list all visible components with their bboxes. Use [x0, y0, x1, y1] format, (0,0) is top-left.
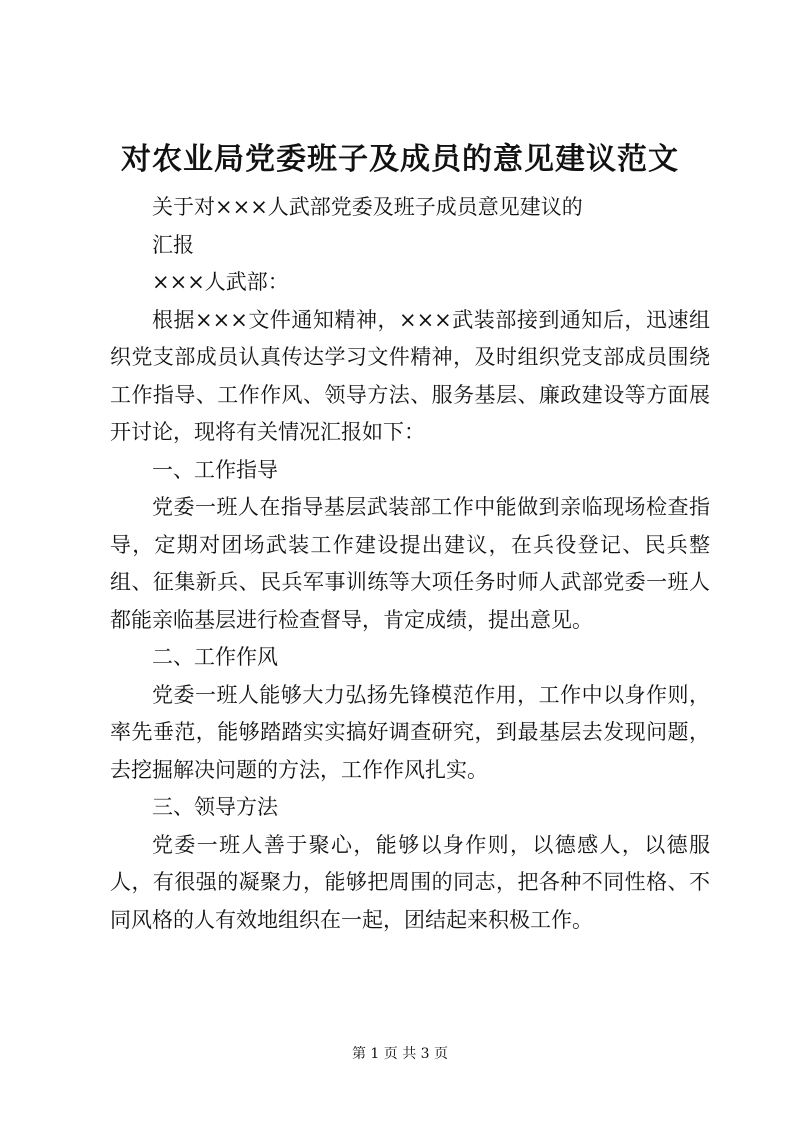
subtitle-line-1: 关于对×××人武部党委及班子成员意见建议的 — [152, 195, 583, 219]
section-heading-3: 三、领导方法 — [152, 795, 278, 819]
section-text-2: 党委一班人能够大力弘扬先锋模范作用，工作中以身作则，率先垂范，能够踏踏实实搞好调查研究，到最基层去发现问题，去挖掘解决问题的方法，工作作风扎实。 — [110, 682, 710, 782]
section-text-3: 党委一班人善于聚心，能够以身作则，以德感人，以德服人，有很强的凝聚力，能够把周围的同志，把各种不同性格、不同风格的人有效地组织在一起，团结起来积极工作。 — [110, 832, 710, 932]
page-footer: 第 1 页 共 3 页 — [351, 1046, 449, 1062]
subtitle-line-2: 汇报 — [152, 232, 194, 257]
section-heading-1: 一、工作指导 — [152, 457, 278, 482]
section-text-1: 党委一班人在指导基层武装部工作中能做到亲临现场检查指导，定期对团场武装工作建设提出建议，在兵役登记、民兵整组、征集新兵、民兵军事训练等大项任务时师人武部党委一班人都能亲临基层进行检查督导，肯定成绩，提出意见。 — [110, 495, 710, 632]
document-title: 对农业局党委班子及成员的意见建议范文 — [121, 142, 679, 177]
salutation: ×××人武部： — [152, 270, 289, 294]
section-heading-2: 二、工作作风 — [152, 645, 278, 669]
intro-paragraph: 根据×××文件通知精神，×××武装部接到通知后，迅速组织党支部成员认真传达学习文件精神，及时组织党支部成员围绕工作指导、工作作风、领导方法、服务基层、廉政建设等方面展开讨论，现将有关情况汇报如下： — [110, 307, 710, 444]
document-body — [110, 189, 710, 939]
